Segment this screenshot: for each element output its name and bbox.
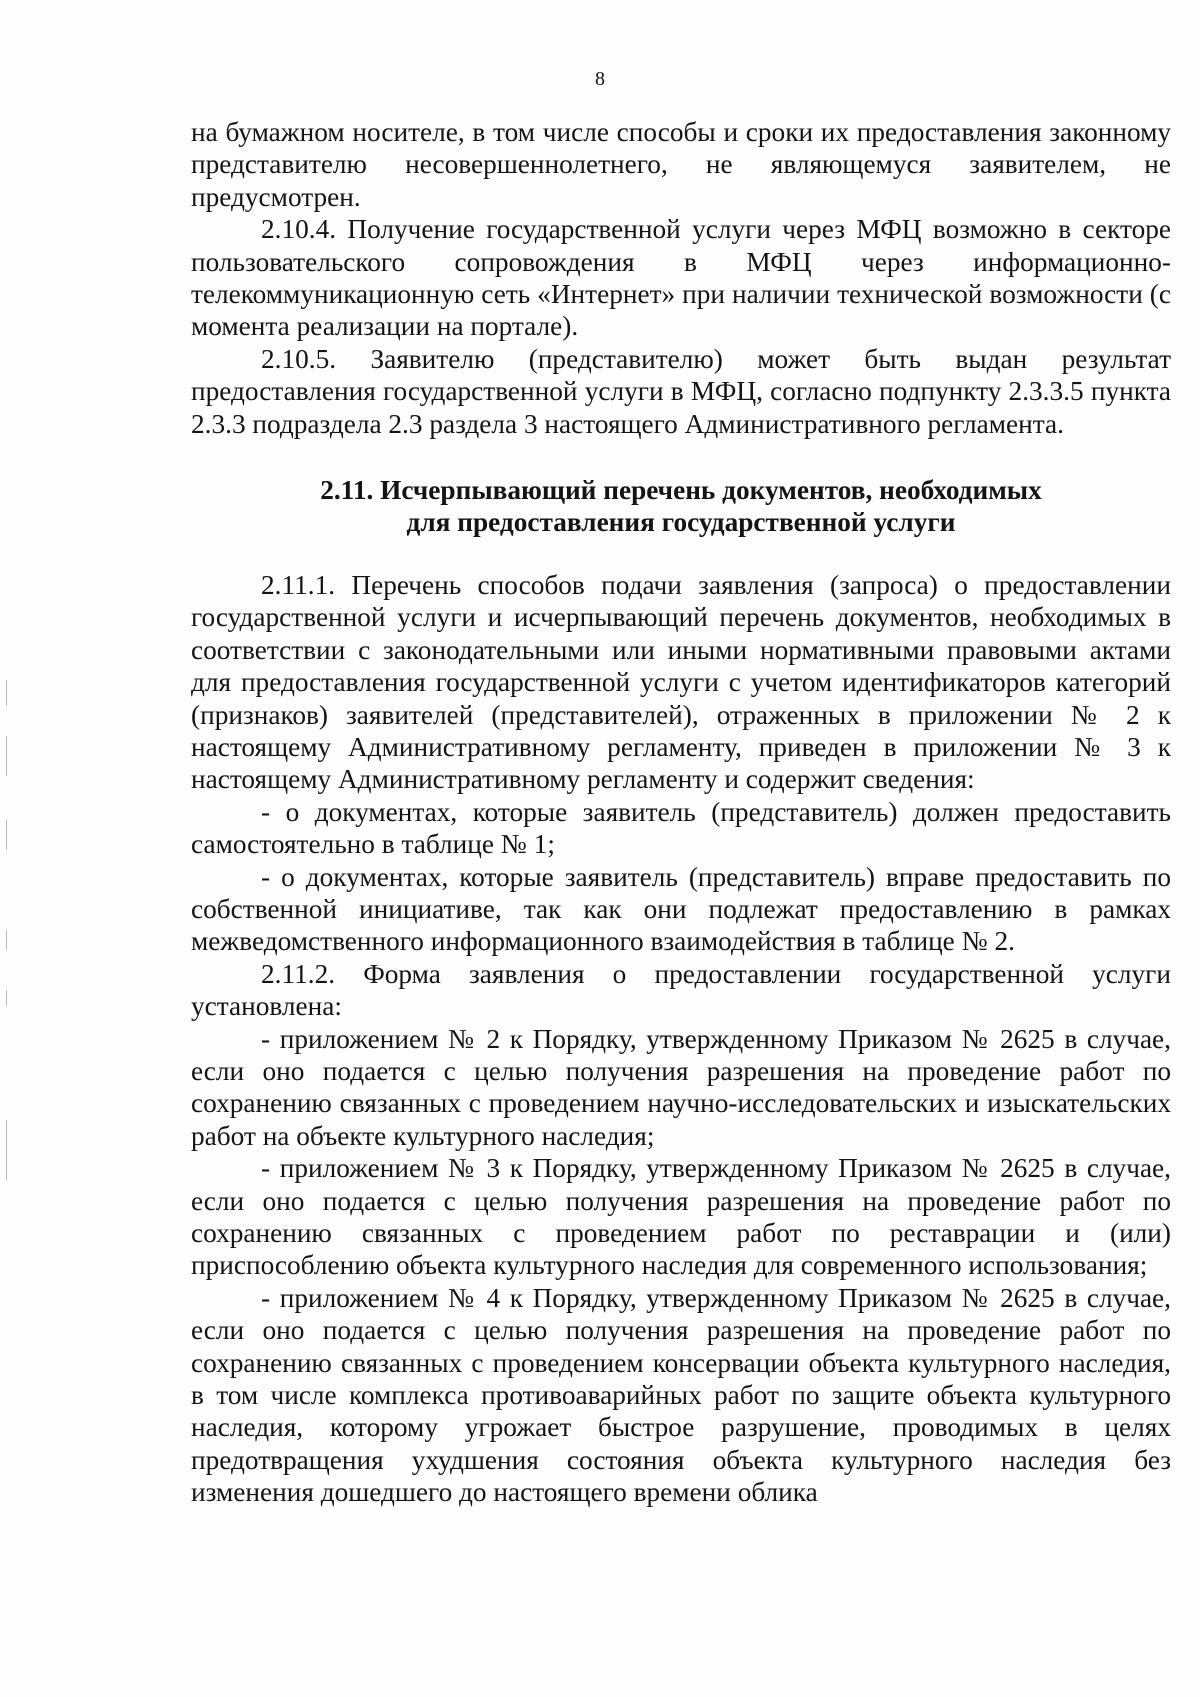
list-item-documents-optional: - о документах, которые заявитель (представитель) вправе предоставить по собственной инициативе, так как они подлежат предоставлению в рамках межведомственного информационного взаимодействия в таблице № 2. [191, 861, 1171, 957]
section-heading-line-2: для предоставления государственной услуги [406, 507, 956, 538]
list-item-documents-required: - о документах, которые заявитель (представитель) должен предоставить самостоятельно в таблице № 1; [191, 796, 1171, 860]
scan-margin-marks [6, 680, 8, 1240]
list-item-appendix-4: - приложением № 4 к Порядку, утвержденному Приказом № 2625 в случае, если оно подается с целью получения разрешения на проведение работ по сохранению связанных с проведением консервации объекта культурного наследия, в том числе комплекса противоаварийных работ по защите объекта культурного наследия, которому угрожает быстрое разрушение, проводимых в целях предотвращения ухудшения состояния объекта культурного наследия без изменения дошедшего до настоящего времени облика [191, 1282, 1171, 1508]
paragraph-2-10-4: 2.10.4. Получение государственной услуги через МФЦ возможно в секторе пользовательского сопровождения в МФЦ через информационно-телекоммуникационную сеть «Интернет» при наличии технической возможности (с момента реализации на портале). [191, 214, 1171, 342]
paragraph-continuation: на бумажном носителе, в том числе способы и сроки их предоставления законному представителю несовершеннолетнего, не являющемуся заявителем, не предусмотрен. [191, 117, 1171, 212]
paragraph-2-11-2: 2.11.2. Форма заявления о предоставлении государственной услуги установлена: [191, 958, 1171, 1022]
paragraph-2-11-1: 2.11.1. Перечень способов подачи заявления (запроса) о предоставлении государственной услуги и исчерпывающий перечень документов, необходимых в соответствии с законодательными или иными нормативными правовыми актами для предоставления государственной услуги с учетом идентификаторов категорий (признаков) заявителей (представителей), отраженных в приложении № 2 к настоящему Административному регламенту, приведен в приложении № 3 к настоящему Административному регламенту и содержит сведения: [191, 569, 1171, 795]
list-item-appendix-3: - приложением № 3 к Порядку, утвержденному Приказом № 2625 в случае, если оно подается с целью получения разрешения на проведение работ по сохранению связанных с проведением работ по реставрации и (или) приспособлению объекта культурного наследия для современного использования; [191, 1153, 1171, 1281]
section-heading-2-11 [191, 474, 1171, 539]
paragraph-2-10-5: 2.10.5. Заявителю (представителю) может быть выдан результат предоставления государственной услуги в МФЦ, согласно подпункту 2.3.3.5 пункта 2.3.3 подраздела 2.3 раздела 3 настоящего Административного регламента. [191, 343, 1171, 439]
section-heading-line-1: 2.11. Исчерпывающий перечень документов, необходимых [320, 475, 1042, 506]
list-item-appendix-2: - приложением № 2 к Порядку, утвержденному Приказом № 2625 в случае, если оно подается с целью получения разрешения на проведение работ по сохранению связанных с проведением научно-исследовательских и изыскательских работ на объекте культурного наследия; [191, 1023, 1171, 1151]
document-body [191, 116, 1171, 1509]
page-number: 8 [595, 68, 605, 90]
